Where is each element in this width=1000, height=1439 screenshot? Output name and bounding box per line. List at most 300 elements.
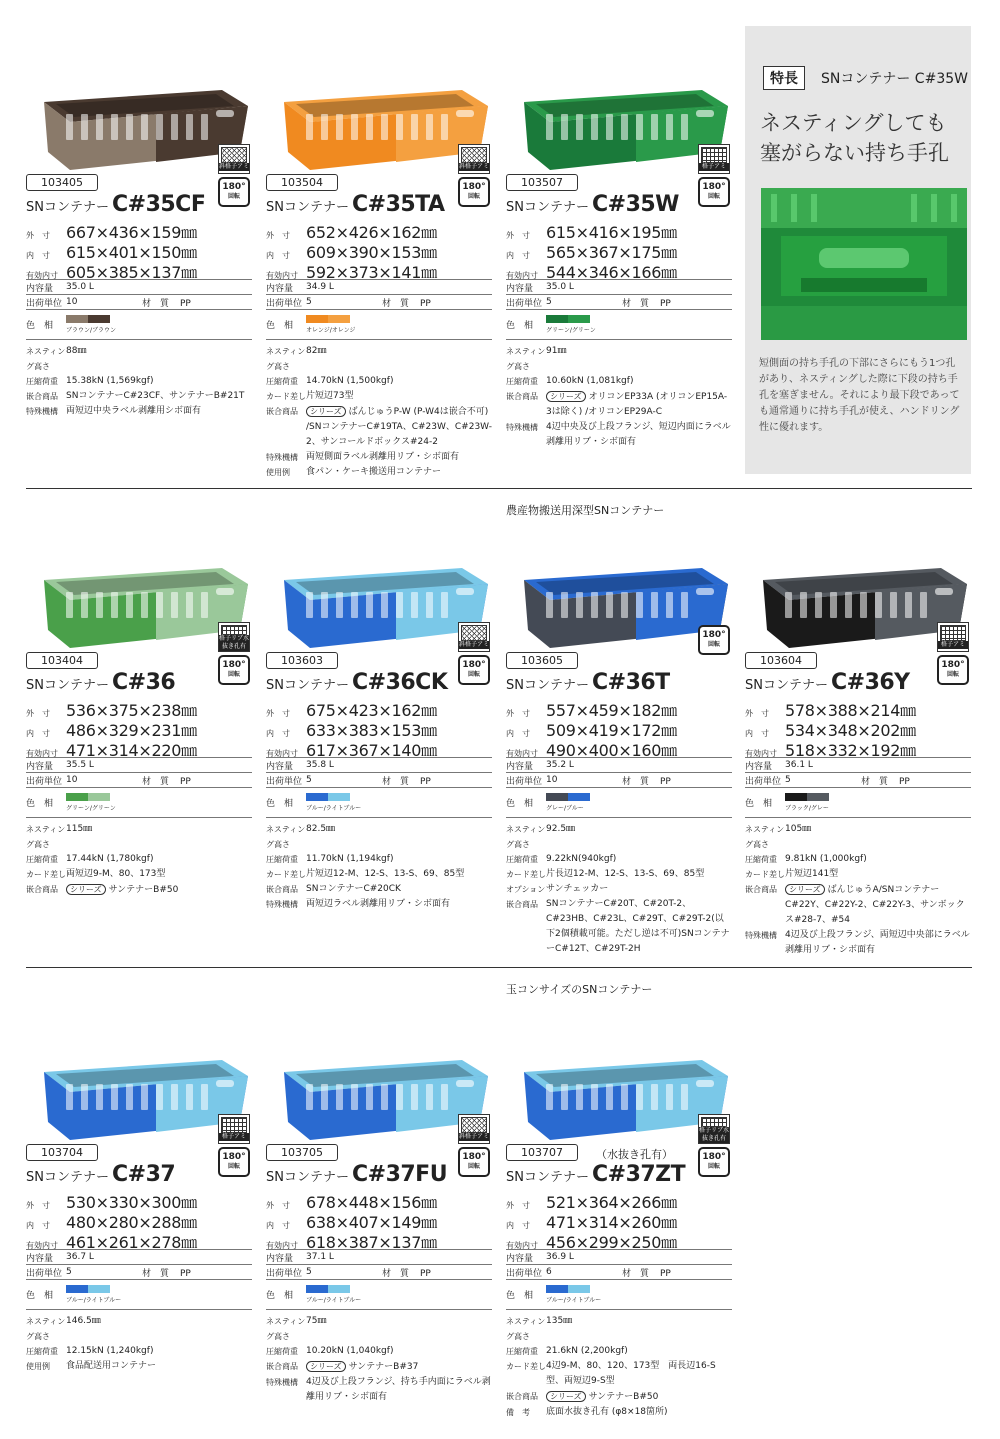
- series-tag: シリーズ: [306, 1361, 346, 1372]
- capacity-label: 内容量: [506, 1253, 534, 1264]
- detail-key: ネスティング高さ: [26, 825, 66, 849]
- product-prefix: SNコンテナー: [266, 678, 349, 693]
- color-swatch: [306, 315, 355, 334]
- detail-value: [546, 1314, 732, 1344]
- detail-list: [266, 344, 492, 480]
- outer-dimension-row: [506, 1190, 732, 1210]
- unit-value: 6: [546, 1267, 552, 1277]
- detail-key: 圧縮荷重: [266, 1347, 298, 1356]
- spec-table: [26, 1190, 252, 1374]
- series-tag: シリーズ: [785, 884, 825, 895]
- material-label: 材 質: [142, 298, 170, 309]
- unit-value: 5: [306, 775, 312, 785]
- effective-label: 有効内寸: [266, 1241, 298, 1250]
- outer-value: 652×426×162㎜: [306, 223, 437, 242]
- detail-value-text: 82.5㎜: [306, 824, 336, 834]
- rotate-180-icon: [698, 1147, 730, 1177]
- detail-row: [266, 374, 492, 389]
- detail-key: 圧縮荷重: [745, 855, 777, 864]
- material-label: 材 質: [622, 1268, 650, 1279]
- inner-dimension-row: [26, 1210, 252, 1230]
- inner-dimension-row: [745, 718, 971, 738]
- color-label: 色 相: [745, 799, 773, 809]
- rotate-180-icon: [698, 625, 730, 655]
- detail-row: [266, 465, 492, 480]
- detail-key: オプション: [506, 885, 546, 894]
- detail-list: [266, 822, 492, 912]
- product-model: C#35CF: [111, 192, 206, 217]
- unit-value: 5: [66, 1267, 72, 1277]
- outer-label: 外 寸: [745, 709, 769, 718]
- product-prefix: SNコンテナー: [266, 1170, 349, 1185]
- material: [622, 774, 732, 787]
- detail-row: [266, 1344, 492, 1359]
- inner-value: 565×367×175㎜: [546, 243, 677, 262]
- outer-value: 675×423×162㎜: [306, 701, 437, 720]
- material-value: PP: [660, 776, 671, 787]
- rotate-180-icon: [218, 1147, 250, 1177]
- feature-panel: [745, 26, 971, 474]
- detail-value: [306, 1359, 492, 1375]
- outer-label: 外 寸: [506, 231, 530, 240]
- color-label: 色 相: [266, 1291, 294, 1301]
- mesh-type-label: 格子アミ: [699, 163, 729, 171]
- detail-key: カード差し: [506, 870, 546, 879]
- spec-table: [506, 220, 732, 450]
- unit-label: 出荷単位: [266, 298, 303, 309]
- detail-value: [546, 1359, 732, 1389]
- detail-value-text: 食品配送用コンテナー: [66, 1361, 157, 1371]
- feature-text: 短側面の持ち手孔の下部にさらにもう1つ孔があり、ネスティングした際に下段の持ち手孔を塞ぎません。それにより最下段であっても通常通りに持ち手孔が使え、ハンドリング性に優れます。: [759, 358, 960, 433]
- outer-label: 外 寸: [506, 709, 530, 718]
- detail-row: [26, 389, 252, 404]
- detail-value-text: 75㎜: [306, 1316, 327, 1326]
- color-label: 色 相: [26, 799, 54, 809]
- detail-row: [26, 1314, 252, 1344]
- detail-key: 圧縮荷重: [266, 377, 298, 386]
- inner-value: 480×280×288㎜: [66, 1213, 197, 1232]
- effective-value: 490×400×160㎜: [546, 741, 677, 760]
- detail-value-text: 4辺及び上段フランジ、両短辺中央部にラベル剥離用リブ・シボ面有: [785, 930, 970, 955]
- color-name: オレンジ/オレンジ: [306, 327, 356, 334]
- color-row: [266, 788, 492, 818]
- effective-value: 618×387×137㎜: [306, 1233, 437, 1252]
- detail-value-text: 10.20kN (1,040kgf): [306, 1346, 394, 1356]
- outer-label: 外 寸: [266, 1201, 290, 1210]
- mesh-type-label: 格子リブ水抜き孔有: [699, 1127, 730, 1142]
- detail-value-text: 14.70kN (1,500kgf): [306, 376, 394, 386]
- effective-label: 有効内寸: [26, 749, 58, 758]
- detail-value: [785, 822, 971, 852]
- detail-value-text: 両短辺ラベル剥離用リブ・シボ面有: [306, 899, 451, 909]
- color-row: [26, 1280, 252, 1310]
- detail-value: [785, 882, 971, 928]
- effective-label: 有効内寸: [266, 271, 298, 280]
- inner-value: 615×401×150㎜: [66, 243, 197, 262]
- detail-key: 嵌合商品: [506, 900, 538, 909]
- color-name: グレー/ブルー: [546, 805, 584, 812]
- outer-label: 外 寸: [26, 1201, 50, 1210]
- detail-row: [266, 389, 492, 404]
- color-row: [745, 788, 971, 818]
- detail-value-text: 片短辺73型: [306, 391, 354, 401]
- mesh-type-icon: [218, 144, 250, 174]
- product-name: [266, 192, 445, 217]
- section-divider: [26, 488, 972, 489]
- color-swatch: [546, 1285, 601, 1304]
- detail-key: 圧縮荷重: [26, 1347, 58, 1356]
- capacity-value: 34.9 L: [306, 282, 334, 292]
- mesh-type-icon: [458, 1114, 490, 1144]
- material-label: 材 質: [861, 776, 889, 787]
- material: [382, 1266, 492, 1279]
- detail-value: [306, 897, 492, 912]
- capacity-value: 35.0 L: [66, 282, 94, 292]
- product-model: C#37ZT: [591, 1162, 686, 1187]
- feature-photo: [761, 188, 967, 340]
- mesh-type-label: 格子アミ: [219, 1133, 249, 1141]
- color-swatch: [546, 315, 596, 334]
- detail-value-text: 146.5㎜: [66, 1316, 101, 1326]
- product-name: [266, 670, 447, 695]
- effective-label: 有効内寸: [506, 271, 538, 280]
- inner-value: 633×383×153㎜: [306, 721, 437, 740]
- color-row: [506, 310, 732, 340]
- mesh-type-label: 斜格子アミ: [459, 641, 490, 648]
- detail-value: [546, 1405, 732, 1420]
- product-name: [26, 1162, 175, 1187]
- detail-key: 圧縮荷重: [506, 855, 538, 864]
- outer-dimension-row: [266, 220, 492, 240]
- rotate-badge-top: 180°: [222, 1152, 246, 1162]
- detail-row: [745, 882, 971, 928]
- effective-value: 544×346×166㎜: [546, 263, 677, 282]
- material-label: 材 質: [382, 776, 410, 787]
- product-name: [506, 192, 679, 217]
- unit-label: 出荷単位: [266, 776, 303, 787]
- unit-row: [745, 773, 971, 788]
- badge-group: [458, 622, 492, 685]
- detail-list: [26, 344, 252, 419]
- outer-value: 521×364×266㎜: [546, 1193, 677, 1212]
- detail-value: [66, 1344, 252, 1359]
- feature-heading-line2: 塞がらない持ち手孔: [760, 141, 949, 165]
- outer-dimension-row: [745, 698, 971, 718]
- detail-value-text: サンテナーB#50: [108, 885, 179, 895]
- inner-dimension-row: [506, 1210, 732, 1230]
- material-label: 材 質: [142, 776, 170, 787]
- detail-list: [26, 1314, 252, 1374]
- product-name: [745, 670, 910, 695]
- rotate-180-icon: [458, 1147, 490, 1177]
- spec-table: [266, 1190, 492, 1405]
- rotate-badge-bottom: 回転: [946, 671, 959, 678]
- detail-list: [506, 1314, 732, 1420]
- color-label: 色 相: [26, 1291, 54, 1301]
- detail-value: [306, 882, 492, 897]
- detail-row: [266, 344, 492, 374]
- product-model: C#36: [111, 670, 176, 695]
- unit-row: [266, 773, 492, 788]
- detail-key: 特殊機構: [266, 900, 298, 909]
- rotate-badge-top: 180°: [222, 182, 246, 192]
- detail-row: [506, 1344, 732, 1359]
- detail-value: [66, 822, 252, 852]
- effective-dimension-row: [506, 1230, 732, 1250]
- product-name: [26, 192, 205, 217]
- effective-dimension-row: [745, 738, 971, 758]
- detail-value: [306, 450, 492, 465]
- detail-row: [506, 1314, 732, 1344]
- detail-list: [266, 1314, 492, 1405]
- product-prefix: SNコンテナー: [266, 200, 349, 215]
- mesh-type-label: 斜格子アミ: [459, 1133, 490, 1140]
- detail-row: [266, 882, 492, 897]
- unit-row: [506, 295, 732, 310]
- capacity-label: 内容量: [26, 1253, 54, 1264]
- detail-row: [26, 867, 252, 882]
- rotate-badge-bottom: 回転: [227, 1163, 240, 1170]
- detail-key: 特殊機構: [266, 1378, 298, 1387]
- detail-value: [66, 882, 252, 898]
- detail-key: ネスティング高さ: [26, 1317, 66, 1341]
- capacity-label: 内容量: [745, 761, 773, 772]
- unit-row: [26, 295, 252, 310]
- detail-value-text: サンテナーB#37: [348, 1362, 419, 1372]
- feature-tag: 特長: [763, 66, 805, 90]
- detail-value-text: 4辺9-M、80、120、173型 両長辺16-S型、両短辺9-S型: [546, 1361, 716, 1386]
- detail-key: 圧縮荷重: [26, 377, 58, 386]
- unit-value: 5: [785, 775, 791, 785]
- material: [861, 774, 971, 787]
- outer-dimension-row: [266, 698, 492, 718]
- detail-list: [506, 344, 732, 450]
- effective-label: 有効内寸: [506, 1241, 538, 1250]
- mesh-type-label: 斜格子アミ: [459, 163, 490, 170]
- detail-value-text: 92.5㎜: [546, 824, 576, 834]
- product-code: 103504: [266, 174, 338, 191]
- color-name: ブラック/グレー: [785, 805, 829, 812]
- capacity-value: 35.0 L: [546, 282, 574, 292]
- detail-key: 使用例: [266, 468, 290, 477]
- detail-value-text: SNコンテナーC#20T、C#20T-2、C#23HB、C#23L、C#29T、C#29T-2(以下2個積載可能。ただし逆は不可)SNコンテナーC#12T、C#29T-2H: [546, 899, 730, 954]
- detail-value: [306, 344, 492, 374]
- detail-value: [306, 852, 492, 867]
- effective-dimension-row: [266, 1230, 492, 1250]
- product-name: [506, 1162, 685, 1187]
- detail-value-text: 9.22kN(940kgf): [546, 854, 617, 864]
- unit-row: [506, 1265, 732, 1280]
- effective-dimension-row: [266, 738, 492, 758]
- inner-dimension-row: [266, 1210, 492, 1230]
- detail-row: [266, 852, 492, 867]
- detail-list: [506, 822, 732, 957]
- badge-group: [698, 622, 732, 655]
- unit-label: 出荷単位: [26, 1268, 63, 1279]
- capacity-label: 内容量: [266, 761, 294, 772]
- product-code: 103704: [26, 1144, 98, 1161]
- badge-group: [458, 1114, 492, 1177]
- color-label: 色 相: [266, 321, 294, 331]
- capacity-value: 36.7 L: [66, 1252, 94, 1262]
- inner-label: 内 寸: [26, 251, 50, 260]
- section-title-tama: 玉コンサイズのSNコンテナー: [506, 983, 653, 996]
- color-name: グリーン/グリーン: [546, 327, 596, 334]
- spec-table: [506, 698, 732, 957]
- spec-table: [266, 220, 492, 480]
- detail-value-text: 105㎜: [785, 824, 812, 834]
- outer-value: 557×459×182㎜: [546, 701, 677, 720]
- material-value: PP: [899, 776, 910, 787]
- color-label: 色 相: [26, 321, 54, 331]
- detail-value: [546, 374, 732, 389]
- detail-value-text: SNコンテナーC#20CK: [306, 884, 401, 894]
- spec-table: [26, 220, 252, 419]
- detail-row: [26, 344, 252, 374]
- detail-value-text: オリコンEP33A (オリコンEP15A-3は除く) /オリコンEP29A-C: [546, 392, 728, 417]
- inner-value: 609×390×153㎜: [306, 243, 437, 262]
- detail-value-text: 食パン・ケーキ搬送用コンテナー: [306, 467, 442, 477]
- detail-value: [546, 389, 732, 420]
- material-label: 材 質: [382, 298, 410, 309]
- color-name: ブルー/ライトブルー: [546, 1297, 602, 1304]
- detail-value: [785, 867, 971, 882]
- detail-key: 嵌合商品: [266, 407, 298, 416]
- product-model: C#36CK: [351, 670, 448, 695]
- product-code: 103707: [506, 1144, 578, 1161]
- detail-row: [26, 852, 252, 867]
- detail-row: [506, 420, 732, 450]
- detail-key: カード差し: [506, 1362, 546, 1371]
- outer-dimension-row: [506, 220, 732, 240]
- capacity-label: 内容量: [266, 1253, 294, 1264]
- detail-value: [785, 928, 971, 958]
- detail-key: カード差し: [26, 870, 66, 879]
- detail-row: [266, 404, 492, 450]
- color-row: [26, 788, 252, 818]
- outer-label: 外 寸: [506, 1201, 530, 1210]
- detail-value: [306, 404, 492, 450]
- color-label: 色 相: [506, 799, 534, 809]
- inner-dimension-row: [506, 718, 732, 738]
- material: [382, 296, 492, 309]
- detail-key: 嵌合商品: [266, 885, 298, 894]
- effective-value: 461×261×278㎜: [66, 1233, 197, 1252]
- color-swatch: [306, 1285, 361, 1304]
- detail-value-text: 片長辺12-M、12-S、13-S、69、85型: [546, 869, 705, 879]
- badge-group: [218, 622, 252, 685]
- product-name: [26, 670, 175, 695]
- capacity-label: 内容量: [506, 761, 534, 772]
- material-value: PP: [420, 298, 431, 309]
- effective-value: 605×385×137㎜: [66, 263, 197, 282]
- material: [382, 774, 492, 787]
- detail-value-text: 両短辺9-M、80、173型: [66, 869, 166, 879]
- detail-row: [506, 1389, 732, 1405]
- detail-key: カード差し: [266, 870, 306, 879]
- unit-row: [266, 1265, 492, 1280]
- rotate-badge-bottom: 回転: [467, 193, 480, 200]
- capacity-label: 内容量: [506, 283, 534, 294]
- detail-value-text: 4辺及び上段フランジ、持ち手内面にラベル剥離用リブ・シボ面有: [306, 1377, 491, 1402]
- feature-heading-line1: ネスティングしても: [760, 111, 947, 135]
- color-name: ブルー/ライトブルー: [306, 1297, 362, 1304]
- rotate-badge-top: 180°: [702, 630, 726, 640]
- inner-value: 638×407×149㎜: [306, 1213, 437, 1232]
- detail-row: [506, 344, 732, 374]
- detail-value-text: 11.70kN (1,194kgf): [306, 854, 394, 864]
- outer-value: 615×416×195㎜: [546, 223, 677, 242]
- detail-key: 圧縮荷重: [26, 855, 58, 864]
- detail-value: [546, 1389, 732, 1405]
- color-name: グリーン/グリーン: [66, 805, 116, 812]
- mesh-type-icon: [698, 144, 730, 174]
- detail-row: [26, 882, 252, 898]
- detail-value: [306, 389, 492, 404]
- detail-row: [745, 852, 971, 867]
- detail-list: [26, 822, 252, 898]
- detail-value-text: 91㎜: [546, 346, 567, 356]
- effective-dimension-row: [506, 260, 732, 280]
- detail-row: [506, 882, 732, 897]
- product-code: 103603: [266, 652, 338, 669]
- detail-value: [546, 867, 732, 882]
- color-swatch: [546, 793, 590, 812]
- product-model: C#37: [111, 1162, 176, 1187]
- detail-value: [306, 1375, 492, 1405]
- detail-key: 嵌合商品: [26, 392, 58, 401]
- color-label: 色 相: [506, 321, 534, 331]
- spec-table: [506, 1190, 732, 1420]
- material-label: 材 質: [622, 776, 650, 787]
- detail-key: 嵌合商品: [266, 1362, 298, 1371]
- rotate-badge-top: 180°: [462, 660, 486, 670]
- product-prefix: SNコンテナー: [506, 678, 589, 693]
- color-swatch: [66, 315, 116, 334]
- detail-row: [745, 867, 971, 882]
- product-prefix: SNコンテナー: [26, 200, 109, 215]
- unit-value: 10: [546, 775, 558, 785]
- detail-value: [546, 882, 732, 897]
- capacity-label: 内容量: [26, 283, 54, 294]
- detail-key: 特殊機構: [26, 407, 58, 416]
- inner-label: 内 寸: [506, 729, 530, 738]
- detail-value: [66, 852, 252, 867]
- detail-row: [506, 389, 732, 420]
- capacity-value: 36.1 L: [785, 760, 813, 770]
- outer-value: 578×388×214㎜: [785, 701, 916, 720]
- rotate-180-icon: [218, 177, 250, 207]
- detail-value-text: 82㎜: [306, 346, 327, 356]
- capacity-label: 内容量: [266, 283, 294, 294]
- detail-value-text: 15.38kN (1,569kgf): [66, 376, 154, 386]
- mesh-type-label: 格子アミ: [938, 641, 968, 649]
- product-name: [506, 670, 670, 695]
- unit-value: 10: [66, 775, 78, 785]
- effective-dimension-row: [506, 738, 732, 758]
- inner-dimension-row: [266, 240, 492, 260]
- detail-row: [266, 1375, 492, 1405]
- material: [622, 296, 732, 309]
- detail-value: [306, 465, 492, 480]
- color-name: ブルー/ライトブルー: [306, 805, 362, 812]
- effective-label: 有効内寸: [745, 749, 777, 758]
- color-name: ブルー/ライトブルー: [66, 1297, 122, 1304]
- inner-dimension-row: [266, 718, 492, 738]
- detail-key: 使用例: [26, 1362, 50, 1371]
- material-value: PP: [180, 776, 191, 787]
- product-code: 103507: [506, 174, 578, 191]
